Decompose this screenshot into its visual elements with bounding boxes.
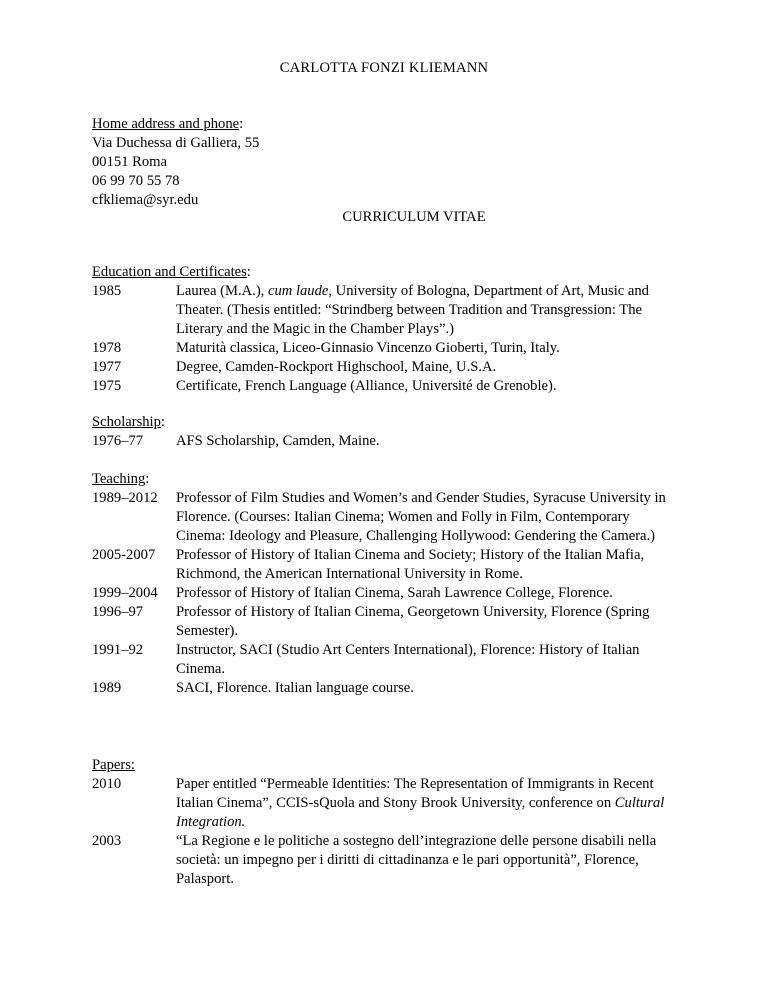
address-phone: 06 99 70 55 78: [92, 173, 180, 189]
education-heading-line: [92, 263, 682, 282]
entry-text-part: Paper entitled “Permeable Identities: The Representation of Immigrants in Recent Italian Cinema”, CCIS-sQuola and Stony Brook University, conference on: [176, 776, 654, 811]
entry-year: 1977: [92, 359, 122, 375]
education-entry: [92, 339, 682, 358]
scholarship-heading-line: [92, 413, 682, 432]
entry-year: 1989: [92, 680, 122, 696]
teaching-heading-line: [92, 470, 682, 489]
scholarship-section: [92, 413, 682, 451]
entry-text: Maturità classica, Liceo-Ginnasio Vincenzo Gioberti, Turin, Italy.: [176, 340, 560, 356]
entry-text-italic: Cultural Integration.: [176, 795, 665, 830]
entry-year: 1975: [92, 378, 122, 394]
entry-year: 2010: [92, 776, 122, 792]
cv-title: CURRICULUM VITAE: [342, 209, 486, 225]
entry-text: Instructor, SACI (Studio Art Centers International), Florence: History of Italian Cinema.: [176, 642, 640, 677]
entry-text: AFS Scholarship, Camden, Maine.: [176, 433, 380, 449]
entry-year: 1985: [92, 283, 122, 299]
entry-year: 2003: [92, 833, 122, 849]
entry-year: 1991–92: [92, 642, 144, 658]
teaching-entry: [92, 641, 682, 679]
teaching-entry: [92, 679, 682, 698]
entry-text: Professor of History of Italian Cinema, Georgetown University, Florence (Spring Semester).: [176, 604, 650, 639]
teaching-heading-colon: :: [145, 471, 150, 487]
teaching-entry: [92, 546, 682, 584]
entry-text: Certificate, French Language (Alliance, Université de Grenoble).: [176, 378, 557, 394]
education-entry: [92, 358, 682, 377]
address-street: Via Duchessa di Galliera, 55: [92, 135, 260, 151]
entry-text: SACI, Florence. Italian language course.: [176, 680, 414, 696]
paper-entry: [92, 832, 682, 889]
education-entry: [92, 282, 682, 339]
address-city: 00151 Roma: [92, 154, 167, 170]
education-heading: Education and Certificates: [92, 264, 247, 280]
address-heading-colon: :: [239, 116, 244, 132]
entry-text-part: , University of Bologna, Department of Art, Music and Theater. (Thesis entitled: “Strindberg between Tradition and Transgression: The Literary and the Magic in the Chamber Plays”.): [176, 283, 649, 337]
education-entry: [92, 377, 682, 396]
entry-text: “La Regione e le politiche a sostegno dell’integrazione delle persone disabili nella società: un impegno per i diritti di cittadinanza e le pari opportunità”, Florence, Palasport.: [176, 833, 657, 887]
teaching-entry: [92, 489, 682, 546]
teaching-section: [92, 470, 682, 698]
home-address-block: [92, 115, 259, 210]
entry-text-italic: cum laude: [267, 283, 329, 299]
education-heading-colon: :: [246, 264, 251, 280]
address-heading: Home address and phone: [92, 116, 240, 132]
entry-text: [176, 282, 682, 339]
scholarship-heading: Scholarship: [92, 414, 161, 430]
entry-text: Professor of Film Studies and Women’s and Gender Studies, Syracuse University in Florence. (Courses: Italian Cinema; Women and Folly in Film, Contemporary Cinema: Ideology and Pleasure, Challenging Hollywood: Gendering the Camera.): [176, 490, 666, 544]
entry-text: Degree, Camden-Rockport Highschool, Maine, U.S.A.: [176, 359, 497, 375]
teaching-heading: Teaching: [92, 471, 146, 487]
education-section: [92, 263, 682, 396]
entry-text: Professor of History of Italian Cinema, Sarah Lawrence College, Florence.: [176, 585, 613, 601]
papers-section: [92, 756, 682, 889]
address-heading-line: [92, 115, 259, 134]
address-email: cfkliema@syr.edu: [92, 192, 199, 208]
entry-text-part: Laurea (M.A.),: [176, 283, 268, 299]
teaching-entry: [92, 584, 682, 603]
entry-year: 2005-2007: [92, 547, 156, 563]
entry-year: 1978: [92, 340, 122, 356]
entry-year: 1996–97: [92, 604, 144, 620]
scholarship-heading-colon: :: [160, 414, 165, 430]
paper-entry: [92, 775, 682, 832]
author-name: CARLOTTA FONZI KLIEMANN: [279, 60, 489, 76]
entry-text: [176, 775, 682, 832]
entry-year: 1989–2012: [92, 490, 158, 506]
entry-year: 1976–77: [92, 433, 144, 449]
papers-heading: Papers:: [92, 757, 135, 773]
teaching-entry: [92, 603, 682, 641]
entry-year: 1999–2004: [92, 585, 158, 601]
scholarship-entry: [92, 432, 682, 451]
entry-text: Professor of History of Italian Cinema and Society; History of the Italian Mafia, Richmond, the American International University in Rome.: [176, 547, 645, 582]
